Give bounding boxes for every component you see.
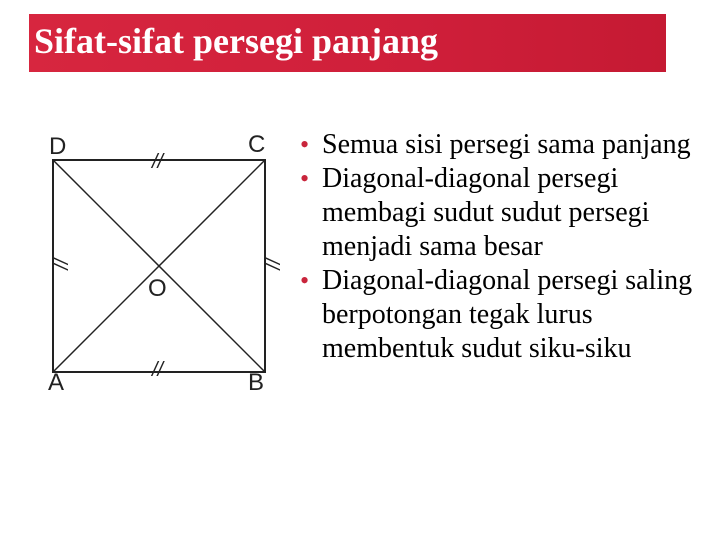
slide-title: Sifat-sifat persegi panjang (34, 21, 438, 61)
tick-left: // (48, 258, 70, 270)
tick-right: // (260, 258, 282, 270)
bullet-icon: • (300, 266, 310, 295)
label-d: D (49, 133, 67, 160)
bullet-item (298, 264, 708, 366)
title-bar (29, 14, 666, 72)
tick-bottom: // (152, 359, 164, 381)
label-b: B (248, 369, 265, 396)
label-c: C (248, 131, 266, 158)
bullet-text: Diagonal-diagonal persegi membagi sudut sudut persegi menjadi sama besar (322, 163, 650, 262)
tick-top: // (152, 151, 164, 173)
bullet-text: Diagonal-diagonal persegi saling berpotongan tegak lurus membentuk sudut siku-siku (322, 265, 693, 364)
bullet-item (298, 128, 708, 162)
square-diagram (36, 120, 286, 400)
label-a: A (48, 369, 65, 396)
bullet-list (298, 128, 708, 366)
bullet-item (298, 162, 708, 264)
bullet-icon: • (300, 164, 310, 193)
bullet-text: Semua sisi persegi sama panjang (322, 129, 691, 160)
label-o: O (148, 275, 167, 302)
bullet-icon: • (300, 130, 310, 159)
